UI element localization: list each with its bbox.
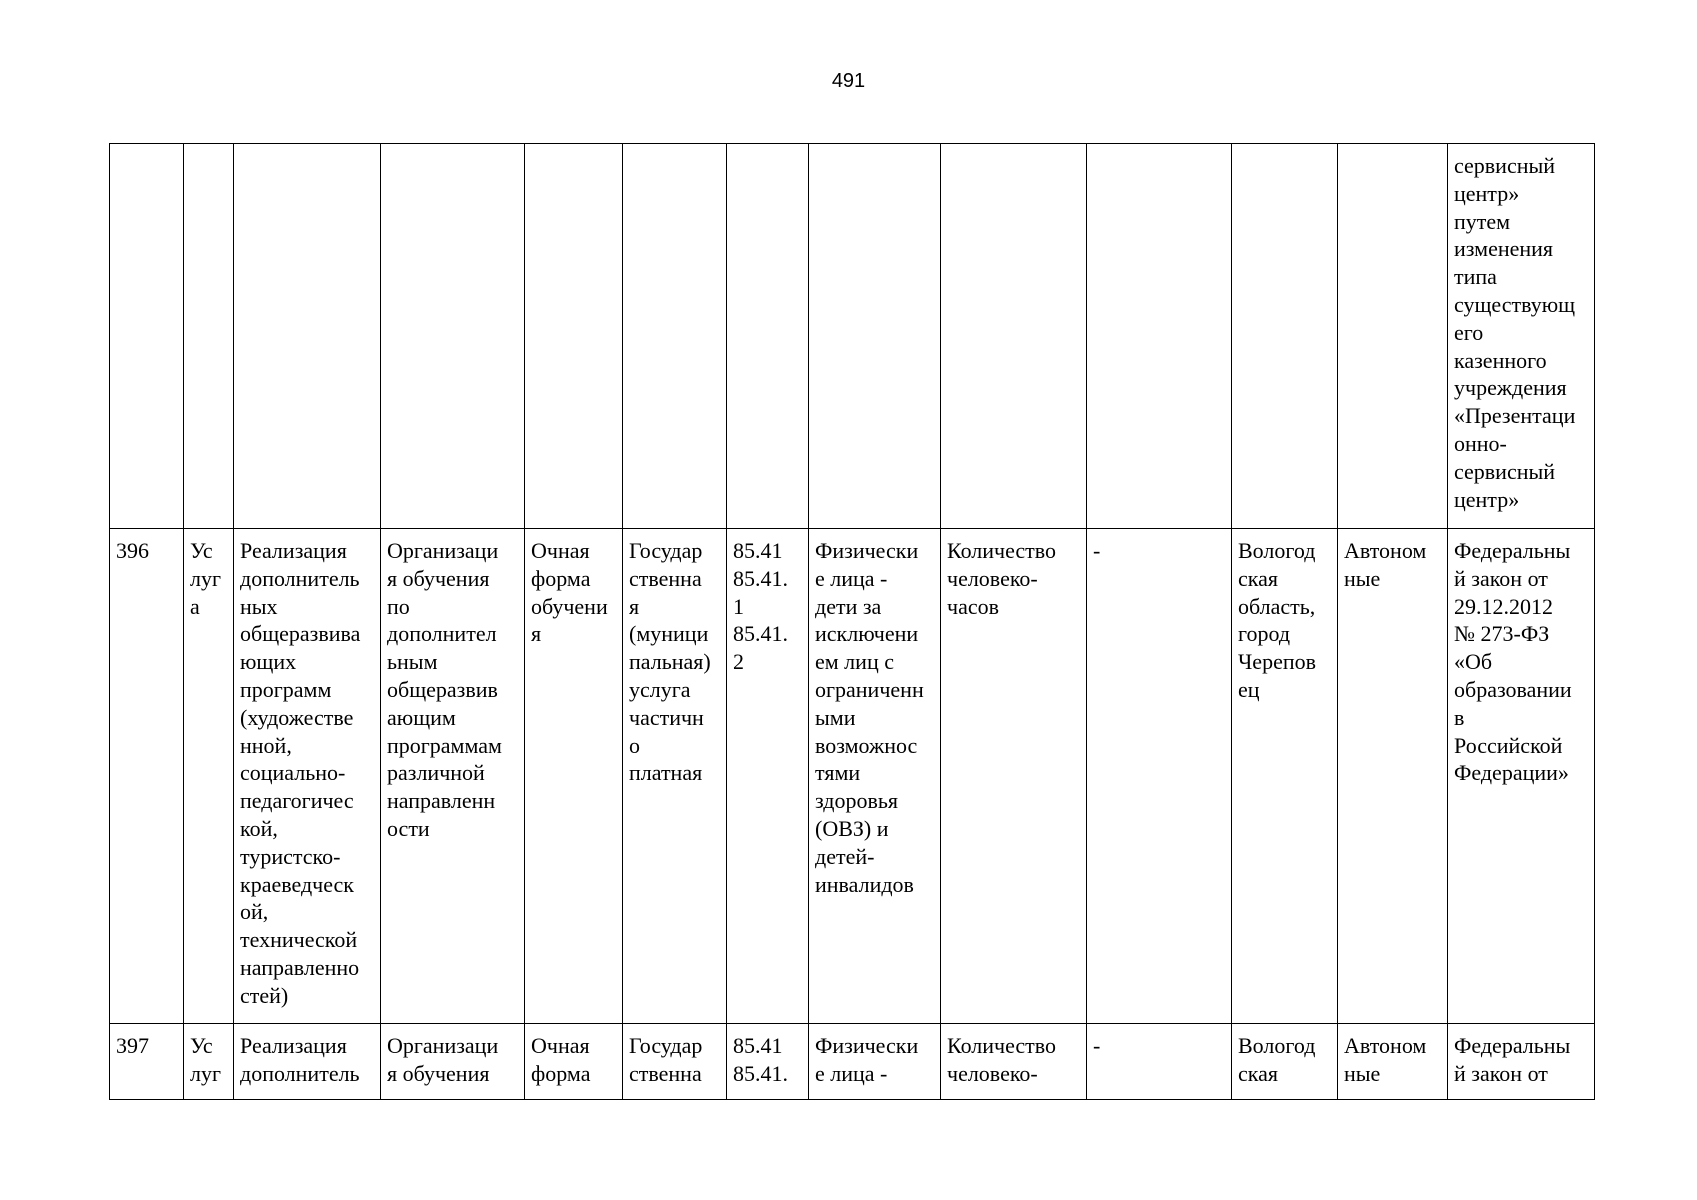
cell-empty — [381, 144, 525, 529]
cell-line: е лица - — [815, 565, 888, 591]
cell-line: его — [1454, 319, 1484, 345]
cell-service-content — [381, 529, 525, 1024]
cell-legal-basis — [1448, 529, 1595, 1024]
cell-line: нной, — [240, 732, 292, 758]
cell-line: услуга — [629, 676, 691, 702]
cell-line: ных — [240, 593, 278, 619]
cell-line: ская — [1238, 565, 1279, 591]
table-row — [110, 529, 1595, 1024]
cell-line: здоровья — [815, 788, 899, 814]
cell-line: сервисный — [1454, 458, 1556, 484]
cell-line: направленно — [240, 954, 360, 980]
cell-line: 85.41 — [733, 538, 783, 563]
cell-quality-indicator — [1087, 1024, 1232, 1100]
cell-line: луг — [190, 1060, 222, 1086]
cell-line: о — [629, 732, 640, 758]
cell-line: ец — [1238, 676, 1260, 702]
cell-empty — [941, 144, 1087, 529]
cell-line: Физически — [815, 538, 919, 563]
cell-line: й закон от — [1454, 1060, 1548, 1086]
cell-service-type — [184, 529, 234, 1024]
cell-line: ой, — [240, 899, 269, 925]
cell-line: 29.12.2012 — [1454, 593, 1553, 619]
cell-line: 85.41. — [733, 621, 788, 647]
cell-line: центр» — [1454, 486, 1520, 512]
cell-place — [1232, 529, 1338, 1024]
cell-line: а — [190, 593, 200, 619]
cell-line: «Презентаци — [1454, 403, 1576, 429]
cell-service-name — [234, 1024, 381, 1100]
cell-line: дети за — [815, 593, 882, 619]
cell-line: педагогичес — [240, 788, 354, 814]
cell-line: й закон от — [1454, 565, 1548, 591]
cell-line: ные — [1344, 1060, 1381, 1086]
cell-line: казенного — [1454, 347, 1547, 373]
cell-line: № 273-ФЗ — [1454, 621, 1550, 647]
cell-line: социально- — [240, 760, 346, 786]
cell-line: ающим — [387, 704, 456, 730]
cell-service-content — [381, 1024, 525, 1100]
cell-line: ные — [1344, 565, 1381, 591]
cell-line: кой, — [240, 815, 278, 841]
cell-line: форма — [531, 565, 591, 591]
cell-line: тями — [815, 760, 861, 786]
cell-line: Черепов — [1238, 649, 1316, 675]
cell-place — [1232, 1024, 1338, 1100]
cell-line: часов — [947, 593, 999, 619]
cell-line: я — [629, 593, 640, 619]
cell-line: программ — [240, 676, 332, 702]
cell-empty — [184, 144, 234, 529]
cell-line: общеразвива — [240, 621, 361, 647]
cell-line: инвалидов — [815, 871, 914, 897]
cell-paid-status — [623, 529, 727, 1024]
cell-line: исключени — [815, 621, 919, 647]
cell-empty — [1087, 144, 1232, 529]
cell-quality-indicator — [1087, 529, 1232, 1024]
cell-line: (ОВЗ) и — [815, 815, 889, 841]
cell-service-form — [525, 1024, 623, 1100]
cell-line: ости — [387, 815, 430, 841]
cell-line: ственна — [629, 1060, 702, 1086]
cell-empty — [623, 144, 727, 529]
table-row — [110, 1024, 1595, 1100]
cell-line: Очная — [531, 1033, 590, 1058]
cell-line: программам — [387, 732, 502, 758]
cell-line: направленн — [387, 788, 496, 814]
cell-line: обучени — [531, 593, 608, 619]
cell-line: Ус — [190, 538, 213, 563]
cell-line: я обучения — [387, 1060, 490, 1086]
cell-line: Федеральны — [1454, 538, 1571, 563]
cell-empty — [234, 144, 381, 529]
cell-consumers — [809, 1024, 941, 1100]
table-row-continuation — [110, 144, 1595, 529]
cell-line: ьным — [387, 649, 438, 675]
cell-line: ыми — [815, 704, 856, 730]
cell-legal-basis — [1448, 1024, 1595, 1100]
cell-line: дополнитель — [240, 1060, 360, 1086]
cell-line: Физически — [815, 1033, 919, 1058]
cell-paid-status — [623, 1024, 727, 1100]
cell-line: различной — [387, 760, 485, 786]
cell-line: детей- — [815, 843, 875, 869]
cell-line: центр» — [1454, 180, 1520, 206]
cell-law-continuation — [1448, 144, 1595, 529]
cell-line: общеразвив — [387, 676, 498, 702]
cell-line: (художестве — [240, 704, 354, 730]
cell-line: человеко- — [947, 565, 1038, 591]
cell-line: луг — [190, 565, 222, 591]
cell-line: платная — [629, 760, 703, 786]
cell-volume-unit — [941, 1024, 1087, 1100]
cell-line: учреждения — [1454, 375, 1567, 401]
cell-line: в — [1454, 704, 1465, 730]
cell-line: ская — [1238, 1060, 1279, 1086]
cell-empty — [809, 144, 941, 529]
cell-line: Федеральны — [1454, 1033, 1571, 1058]
cell-line: область, — [1238, 593, 1316, 619]
cell-line: Российской — [1454, 732, 1563, 758]
cell-service-form — [525, 529, 623, 1024]
cell-line: технической — [240, 927, 358, 953]
cell-volume-unit — [941, 529, 1087, 1024]
cell-line: частичн — [629, 704, 704, 730]
cell-consumers — [809, 529, 941, 1024]
cell-line: 85.41. — [733, 565, 788, 591]
cell-line: Реализация — [240, 1033, 347, 1058]
cell-line: (муници — [629, 621, 709, 647]
cell-line: форма — [531, 1060, 591, 1086]
cell-line: Вологод — [1238, 538, 1316, 563]
cell-line: дополнител — [387, 621, 497, 647]
cell-line: ем лиц с — [815, 649, 894, 675]
cell-line: «Об — [1454, 649, 1493, 675]
cell-empty — [1232, 144, 1338, 529]
cell-line: Организаци — [387, 1033, 499, 1058]
cell-okved-code — [727, 1024, 809, 1100]
cell-line: 85.41 — [733, 1033, 783, 1058]
cell-line: путем — [1454, 208, 1511, 234]
cell-line: 1 — [733, 593, 744, 619]
cell-line: я обучения — [387, 565, 490, 591]
cell-line: город — [1238, 621, 1291, 647]
cell-line: Организаци — [387, 538, 499, 563]
cell-row-number: 397 — [110, 1024, 184, 1100]
cell-okved-code — [727, 529, 809, 1024]
cell-line: краеведческ — [240, 871, 354, 897]
cell-line: Автоном — [1344, 538, 1427, 563]
cell-line: пальная) — [629, 649, 711, 675]
cell-institution-type — [1338, 1024, 1448, 1100]
cell-line: существующ — [1454, 291, 1576, 317]
cell-line: Государ — [629, 538, 703, 563]
cell-line: Автоном — [1344, 1033, 1427, 1058]
cell-line: 2 — [733, 649, 744, 675]
cell-line: Федерации» — [1454, 760, 1569, 786]
cell-line: человеко- — [947, 1060, 1038, 1086]
cell-line: по — [387, 593, 410, 619]
cell-service-name — [234, 529, 381, 1024]
cell-line: изменения — [1454, 236, 1554, 262]
cell-line: 85.41. — [733, 1060, 788, 1086]
page-number: 491 — [831, 70, 866, 92]
cell-service-type — [184, 1024, 234, 1100]
cell-line: - — [1093, 1033, 1101, 1058]
cell-line: Очная — [531, 538, 590, 563]
cell-row-number: 396 — [110, 529, 184, 1024]
cell-line: ющих — [240, 649, 297, 675]
cell-line: онно- — [1454, 430, 1507, 456]
cell-line: Государ — [629, 1033, 703, 1058]
cell-line: дополнитель — [240, 565, 360, 591]
cell-line: Количество — [947, 1033, 1057, 1058]
cell-institution-type — [1338, 529, 1448, 1024]
cell-line: Количество — [947, 538, 1057, 563]
cell-line: ограниченн — [815, 676, 924, 702]
cell-line: типа — [1454, 264, 1497, 290]
cell-line: ственна — [629, 565, 702, 591]
cell-line: Вологод — [1238, 1033, 1316, 1058]
cell-empty — [727, 144, 809, 529]
cell-line: е лица - — [815, 1060, 888, 1086]
cell-line: образовании — [1454, 676, 1572, 702]
cell-line: Реализация — [240, 538, 347, 563]
cell-empty — [525, 144, 623, 529]
cell-line: стей) — [240, 982, 289, 1008]
cell-empty — [110, 144, 184, 529]
cell-line: возможнос — [815, 732, 918, 758]
cell-line: я — [531, 621, 542, 647]
cell-empty — [1338, 144, 1448, 529]
services-table — [109, 143, 1595, 1100]
cell-line: туристско- — [240, 843, 341, 869]
cell-line: - — [1093, 538, 1101, 563]
cell-line: сервисный — [1454, 153, 1556, 178]
cell-line: Ус — [190, 1033, 213, 1058]
